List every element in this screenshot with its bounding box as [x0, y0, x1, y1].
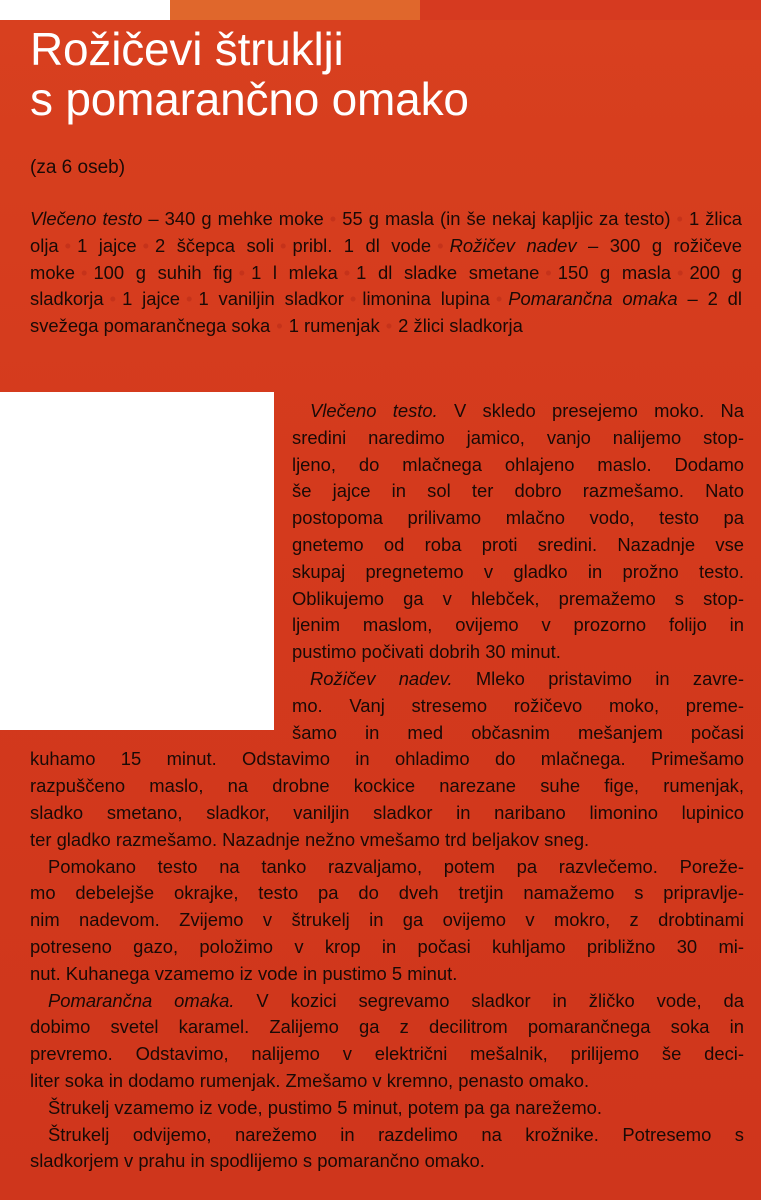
method-line [48, 854, 744, 881]
ingredient-separator: • [437, 234, 444, 256]
recipe-title [30, 24, 730, 124]
method-line-text: V kozici segrevamo sladkor in žličko vode, da [234, 989, 744, 1011]
ingredient-separator: • [142, 234, 150, 256]
page-corner-margin [0, 0, 165, 16]
method-section-heading: Vlečeno testo. [310, 400, 438, 421]
method-line-text: Oblikujemo ga v hlebček, premažemo s stop- [292, 587, 744, 609]
ingredient-item: 1 jajce [122, 288, 180, 310]
ingredient-item: 100 g suhih fig [93, 261, 233, 283]
ingredients-list: Vlečeno testo – 340 g mehke moke • 55 g masla (in še nekaj kapljic za testo) • 1 žlica olja • 1 jajce • 2 ščepca soli • pribl. 1 dl vode • Rožičev nadev – 300 g rožičeve moke • 100 g suhih fig • 1 l mleka • 1 dl sladke smetane • 150 g masla • 200 g sladkorja • 1 jajce • 1 vaniljin sladkor • limonina lupina • Pomarančna omaka – 2 dl svežega pomarančnega soka • 1 rumenjak • 2 žlici sladkorja [30, 208, 742, 337]
method-line-text: skupaj pregnetemo v gladko in prožno testo. [292, 560, 744, 582]
method-line-text: mo. Vanj stresemo rožičevo moko, preme- [292, 694, 744, 716]
method-line [292, 639, 744, 666]
method-line-text: Štrukelj vzamemo iz vode, pustimo 5 minut, potem pa ga narežemo. [48, 1096, 603, 1118]
ingredient-separator: • [80, 261, 88, 283]
method-line [48, 1095, 744, 1122]
ingredient-separator: • [676, 261, 684, 283]
method-line-text: ljenim maslom, ovijemo v prozorno folijo in [292, 614, 744, 636]
method-line [30, 1041, 744, 1068]
method-line-text: postopoma prilivamo mlačno vodo, testo pa [292, 507, 744, 529]
ingredient-item: 2 žlici sladkorja [398, 315, 523, 337]
method-line [30, 880, 744, 907]
photo-area [0, 392, 274, 730]
method-line [292, 452, 744, 479]
ingredient-item: 1 dl sladke smetane [356, 261, 540, 283]
ingredient-group-label: Vlečeno testo [30, 208, 143, 229]
method-line-text: Štrukelj odvijemo, narežemo in razdelimo na krožnike. Potresemo s [48, 1123, 744, 1145]
method-section-heading: Pomarančna omaka. [48, 989, 235, 1011]
method-line [30, 961, 744, 988]
method-line-text: nut. Kuhanega vzamemo iz vode in pustimo 5 minut. [30, 962, 458, 984]
ingredient-item: 150 g masla [557, 261, 671, 283]
method-line-text: sladkorjem v prahu in spodlijemo s pomarančno omako. [30, 1150, 485, 1172]
method-line [30, 1014, 744, 1041]
ingredient-separator: • [676, 208, 683, 229]
ingredient-item: 55 g masla (in še nekaj kapljic za testo) [342, 208, 671, 229]
method-line-text: še jajce in sol ter dobro razmešamo. Nato [292, 480, 744, 502]
ingredient-group-label: Rožičev nadev [449, 234, 577, 256]
method-line-text: sladko smetano, sladkor, vaniljin sladkor in naribano limonino lupinico [30, 802, 744, 823]
recipe-title-line-2: s pomarančno omako [30, 73, 469, 125]
method-line [30, 907, 744, 934]
ingredient-item: pribl. 1 dl vode [292, 234, 432, 256]
ingredient-item: 2 dl svežega pomarančnega soka [30, 288, 742, 337]
method-line-text: V skledo presejemo moko. Na [437, 400, 744, 421]
method-line [48, 988, 744, 1015]
ingredient-item: 1 žlica olja [30, 208, 742, 256]
ingredient-item: 340 g mehke moke [164, 208, 324, 229]
method-line [30, 1148, 744, 1175]
ingredient-item: 1 vaniljin sladkor [198, 288, 344, 310]
method-line-text: prevremo. Odstavimo, nalijemo v električni mešalnik, prilijemo še deci- [30, 1043, 744, 1065]
method-line [292, 505, 744, 532]
ingredient-separator: • [329, 208, 337, 229]
method-line-text: sredini naredimo jamico, vanjo nalijemo stop- [292, 426, 744, 448]
method-line-text: šamo in med občasnim mešanjem počasi [292, 721, 744, 743]
method-line [292, 720, 744, 747]
ingredient-item: 1 rumenjak [288, 315, 380, 337]
ingredient-separator: • [185, 288, 193, 310]
ingredient-item: 2 ščepca soli [155, 234, 275, 256]
method-line [292, 612, 744, 639]
method-line [310, 666, 744, 693]
method-line-text: pustimo počivati dobrih 30 minut. [292, 641, 561, 663]
method-line [310, 398, 744, 425]
method-line [30, 773, 744, 800]
method-line-text: ter gladko razmešamo. Nazadnje nežno vmešamo trd beljakov sneg. [30, 828, 590, 850]
method-line [292, 559, 744, 586]
ingredient-separator: • [238, 261, 246, 283]
ingredient-separator: • [545, 261, 552, 283]
method-line [48, 1122, 744, 1149]
ingredient-separator: • [385, 315, 393, 337]
method-line [30, 934, 744, 961]
method-line-text: nim nadevom. Zvijemo v štrukelj in ga ovijemo v mokro, z drobtinami [30, 909, 744, 931]
method-line [30, 1068, 744, 1095]
method-line [292, 532, 744, 559]
method-section-heading: Rožičev nadev. [310, 668, 453, 689]
ingredient-item: 1 l mleka [251, 261, 338, 283]
ingredient-separator: • [276, 315, 283, 337]
method-line-text: dobimo svetel karamel. Zalijemo ga z decilitrom pomarančnega soka in [30, 1016, 744, 1038]
method-line-text: gnetemo od roba proti sredini. Nazadnje vse [292, 534, 744, 555]
method-line-text: ljeno, do mlačnega ohlajeno maslo. Dodamo [292, 453, 744, 475]
servings-note: (za 6 oseb) [30, 157, 126, 178]
method-line [292, 478, 744, 505]
method-line [30, 827, 744, 854]
method-line [292, 425, 744, 452]
ingredient-item: limonina lupina [362, 288, 490, 310]
method-line [30, 800, 744, 827]
ingredient-separator: • [495, 288, 503, 310]
method-line-text: mo debelejše okrajke, testo pa do dveh tretjin namažemo s pripravlje- [30, 882, 744, 904]
ingredient-separator: • [343, 261, 351, 283]
ingredient-group-label: Pomarančna omaka [508, 288, 678, 310]
method-line-text: potreseno gazo, položimo v krop in počasi kuhljamo približno 30 mi- [30, 936, 744, 957]
method-line [292, 586, 744, 613]
method-line-text: kuhamo 15 minut. Odstavimo in ohladimo do mlačnega. Primešamo [30, 748, 744, 770]
ingredient-item: 300 g rožičeve moke [30, 234, 742, 283]
method-line-text: Mleko pristavimo in zavre- [452, 668, 745, 689]
method-line-text: Pomokano testo na tanko razvaljamo, potem pa razvlečemo. Poreže- [48, 855, 744, 877]
ingredient-item: 200 g sladkorja [30, 261, 742, 310]
method-line [30, 746, 744, 773]
ingredient-separator: • [280, 234, 287, 256]
ingredient-separator: • [64, 234, 72, 256]
method-line [292, 693, 744, 720]
ingredient-item: 1 jajce [77, 234, 137, 256]
recipe-title-line-1: Rožičevi štruklji [30, 23, 344, 75]
ingredient-separator: • [349, 288, 357, 310]
ingredient-separator: • [109, 288, 117, 310]
method-line-text: liter soka in dodamo rumenjak. Zmešamo v kremno, penasto omako. [30, 1070, 590, 1091]
method-line-text: razpuščeno maslo, na drobne kockice narezane suhe fige, rumenjak, [30, 775, 744, 797]
